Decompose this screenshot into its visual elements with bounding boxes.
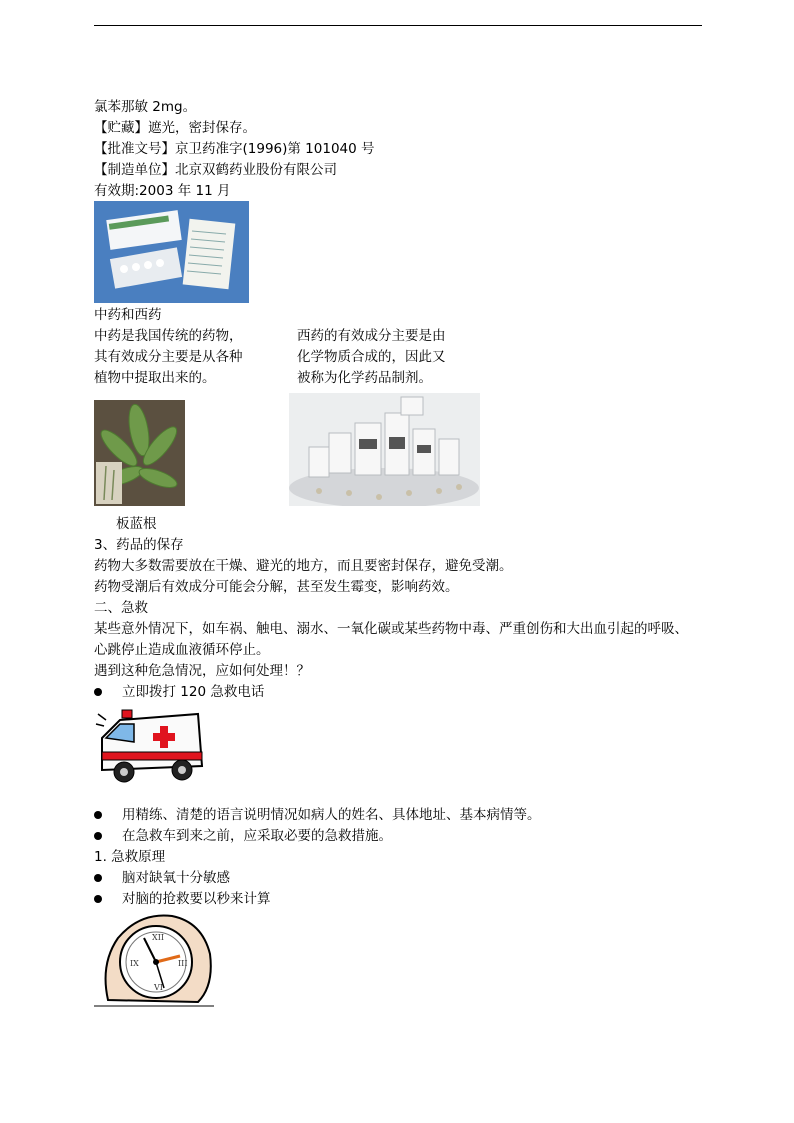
manufacturer-line: 【制造单位】北京双鹤药业股份有限公司 [94, 162, 337, 178]
svg-text:XII: XII [152, 933, 165, 942]
western-medicine-line-2: 化学物质合成的，因此又 [297, 349, 446, 365]
storage-line: 【贮藏】遮光，密封保存。 [94, 120, 256, 136]
herb-isatis-root-photo [94, 400, 185, 506]
principle-heading: 1. 急救原理 [94, 849, 166, 865]
bullet-brain-sensitive: 脑对缺氧十分敏感 [122, 870, 230, 886]
clock-icon [94, 910, 214, 1008]
chinese-western-heading: 中药和西药 [94, 307, 162, 323]
storage-section-line-1: 药物大多数需要放在干燥、避光的地方，而且要密封保存，避免受潮。 [94, 558, 513, 574]
ambulance-icon [94, 704, 206, 790]
svg-text:VI: VI [154, 983, 163, 992]
storage-section-heading: 3、药品的保存 [94, 537, 184, 553]
approval-line: 【批准文号】京卫药准字(1996)第 101040 号 [94, 141, 375, 157]
chinese-medicine-line-2: 其有效成分主要是从各种 [94, 349, 243, 365]
bullet-dot [94, 688, 102, 696]
first-aid-heading: 二、急救 [94, 600, 148, 616]
western-medicine-line-3: 被称为化学药品制剂。 [297, 370, 432, 386]
bullet-dot [94, 895, 102, 903]
first-aid-para-line-1: 某些意外情况下，如车祸、触电、溺水、一氧化碳或某些药物中毒、严重创伤和大出血引起的呼吸、 [94, 621, 688, 637]
chinese-medicine-line-3: 植物中提取出来的。 [94, 370, 216, 386]
expiry-line: 有效期:2003 年 11 月 [94, 183, 231, 199]
storage-section-line-2: 药物受潮后有效成分可能会分解，甚至发生霉变，影响药效。 [94, 579, 459, 595]
bullet-call-120: 立即拨打 120 急救电话 [122, 684, 265, 700]
chinese-medicine-line-1: 中药是我国传统的药物， [94, 328, 243, 344]
ingredient-line: 氯苯那敏 2mg。 [94, 99, 197, 115]
bullet-measures: 在急救车到来之前，应采取必要的急救措施。 [122, 828, 392, 844]
svg-text:IX: IX [130, 959, 139, 968]
bullet-dot [94, 811, 102, 819]
medicine-package-photo [94, 201, 249, 303]
western-medicine-line-1: 西药的有效成分主要是由 [297, 328, 446, 344]
bullet-brain-seconds: 对脑的抢救要以秒来计算 [122, 891, 271, 907]
first-aid-para-line-2: 心跳停止造成血液循环停止。 [94, 642, 270, 658]
bullet-dot [94, 874, 102, 882]
header-rule [94, 25, 702, 26]
bullet-dot [94, 832, 102, 840]
bullet-explain: 用精练、清楚的语言说明情况如病人的姓名、具体地址、基本病情等。 [122, 807, 541, 823]
first-aid-question: 遇到这种危急情况，应如何处理！？ [94, 663, 310, 679]
herb-caption: 板蓝根 [116, 516, 157, 532]
svg-text:III: III [178, 959, 188, 968]
western-medicine-bottles-photo [289, 393, 480, 506]
